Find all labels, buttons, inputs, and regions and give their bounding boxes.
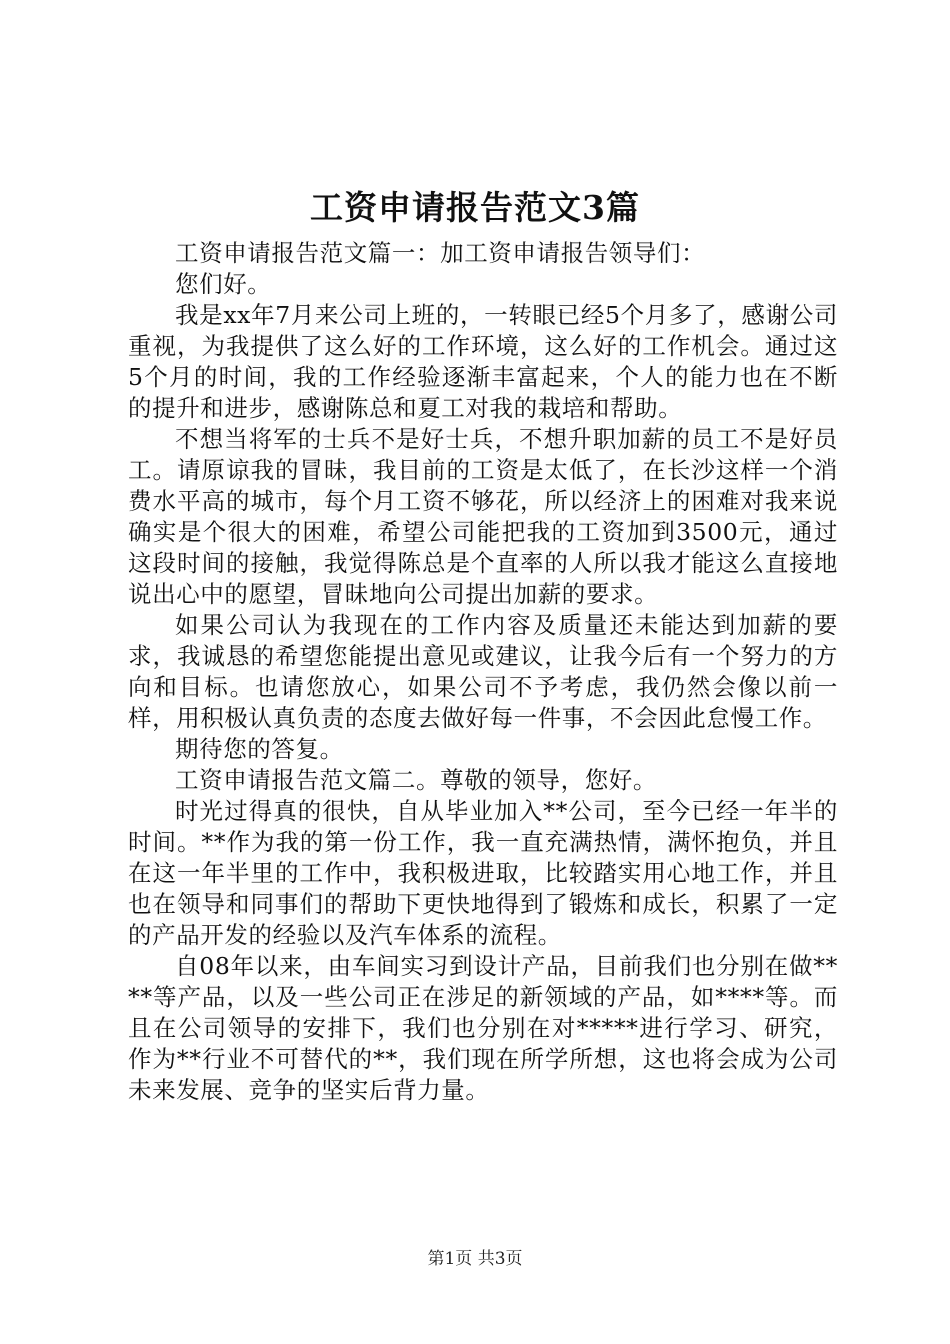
paragraph: 不想当将军的士兵不是好士兵，不想升职加薪的员工不是好员工。请原谅我的冒昧，我目前的工资是太低了，在长沙这样一个消费水平高的城市，每个月工资不够花，所以经济上的困难对我来说确实是个很大的困难，希望公司能把我的工资加到3500元，通过这段时间的接触，我觉得陈总是个直率的人所以我才能这么直接地说出心中的愿望，冒昧地向公司提出加薪的要求。 (128, 425, 838, 608)
paragraph: 时光过得真的很快，自从毕业加入**公司，至今已经一年半的时间。**作为我的第一份工作，我一直充满热情，满怀抱负，并且在这一年半里的工作中，我积极进取，比较踏实用心地工作，并且也在领导和同事们的帮助下更快地得到了锻炼和成长，积累了一定的产品开发的经验以及汽车体系的流程。 (128, 797, 838, 949)
paragraph: 我是xx年7月来公司上班的，一转眼已经5个月多了，感谢公司重视，为我提供了这么好的工作环境，这么好的工作机会。通过这5个月的时间，我的工作经验逐渐丰富起来，个人的能力也在不断的提升和进步，感谢陈总和夏工对我的栽培和帮助。 (128, 301, 838, 422)
paragraph: 工资申请报告范文篇二。尊敬的领导，您好。 (175, 766, 657, 794)
paragraph: 您们好。 (175, 270, 272, 298)
page-footer: 第1页 共3页 (427, 1249, 523, 1269)
document-body (128, 238, 838, 1106)
paragraph: 期待您的答复。 (175, 735, 344, 763)
paragraph: 如果公司认为我现在的工作内容及质量还未能达到加薪的要求，我诚恳的希望您能提出意见或建议，让我今后有一个努力的方向和目标。也请您放心，如果公司不予考虑，我仍然会像以前一样，用积极认真负责的态度去做好每一件事，不会因此怠慢工作。 (128, 611, 838, 732)
paragraph: 自08年以来，由车间实习到设计产品，目前我们也分别在做****等产品，以及一些公司正在涉足的新领域的产品，如****等。而且在公司领导的安排下，我们也分别在对*****进行学习、研究，作为**行业不可替代的**，我们现在所学所想，这也将会成为公司未来发展、竞争的坚实后背力量。 (128, 952, 838, 1104)
paragraph: 工资申请报告范文篇一：加工资申请报告领导们： (175, 239, 706, 267)
document-title: 工资申请报告范文3篇 (310, 188, 640, 227)
